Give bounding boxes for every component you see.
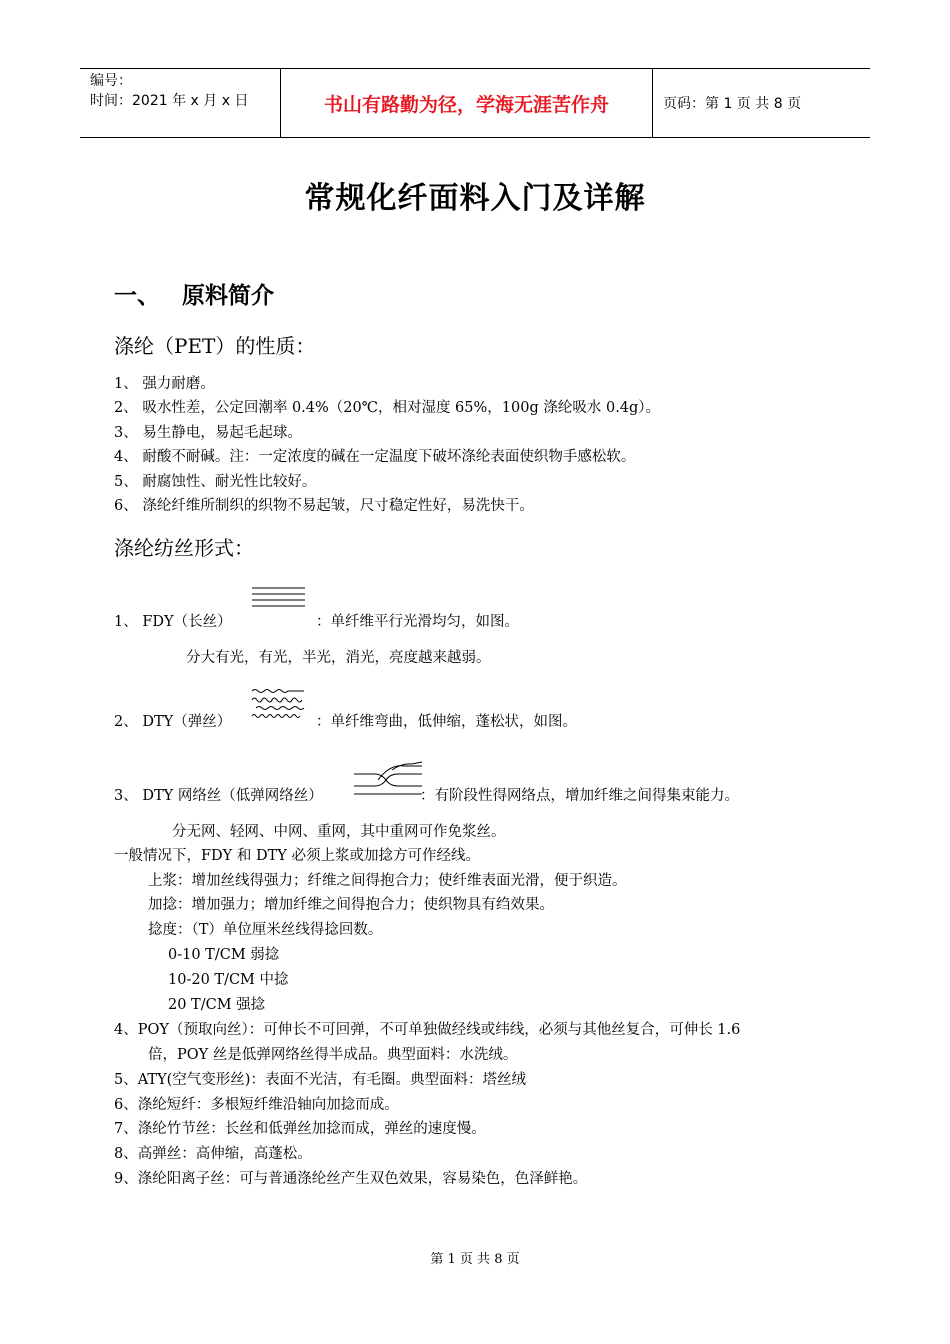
- twist-level-weak: 0-10 T/CM 弱捻: [168, 947, 280, 963]
- poy-line-2: 倍，POY 丝是低弹网络丝得半成品。典型面料：水洗绒。: [148, 1047, 518, 1063]
- page-footer: 第 1 页 共 8 页: [430, 1252, 520, 1267]
- fdy-label: 1、 FDY（长丝）: [114, 614, 232, 630]
- fdy-desc: ：单纤维平行光滑均匀，如图。: [316, 614, 519, 630]
- bamboo-yarn-line: 7、涤纶竹节丝：长丝和低弹丝加捻而成，弹丝的速度慢。: [114, 1121, 486, 1137]
- pet-prop-5: 5、 耐腐蚀性、耐光性比较好。: [114, 474, 317, 490]
- spin-heading: 涤纶纺丝形式：: [114, 536, 254, 560]
- pet-prop-1: 1、 强力耐磨。: [114, 376, 215, 392]
- cationic-line: 9、涤纶阳离子丝：可与普通涤纶丝产生双色效果，容易染色，色泽鲜艳。: [114, 1171, 588, 1187]
- net-note: 分无网、轻网、中网、重网，其中重网可作免浆丝。: [172, 824, 506, 840]
- motto: 书山有路勤为径，学海无涯苦作舟: [281, 69, 653, 137]
- dty-desc: ：单纤维弯曲，低伸缩，蓬松状，如图。: [316, 714, 577, 730]
- fdy-note: 分大有光，有光，半光，消光，亮度越来越弱。: [186, 650, 491, 666]
- short-fiber-line: 6、涤纶短纤：多根短纤维沿轴向加捻而成。: [114, 1097, 399, 1113]
- high-elastic-line: 8、高弹丝：高伸缩，高蓬松。: [114, 1146, 312, 1162]
- section-title: 原料简介: [182, 283, 274, 309]
- header-left-cell: [80, 69, 281, 137]
- dty-crimped-fiber-figure: [248, 686, 312, 722]
- header-table: [80, 68, 870, 138]
- document-title: 常规化纤面料入门及详解: [304, 181, 646, 216]
- pet-prop-3: 3、 易生静电，易起毛起球。: [114, 425, 302, 441]
- section-heading: [114, 277, 274, 310]
- pet-prop-6: 6、 涤纶纤维所制织的织物不易起皱，尺寸稳定性好，易洗快干。: [114, 498, 534, 514]
- fdy-parallel-fiber-figure: [250, 585, 308, 611]
- poy-line-1: 4、POY（预取向丝）：可伸长不可回弹，不可单独做经线或纬线，必须与其他丝复合，可伸长 1.6: [114, 1022, 741, 1038]
- twist-definition: 捻度：（T）单位厘米丝线得捻回数。: [148, 922, 383, 938]
- pet-prop-4: 4、 耐酸不耐碱。注：一定浓度的碱在一定温度下破坏涤纶表面使织物手感松软。: [114, 449, 636, 465]
- general-note: 一般情况下，FDY 和 DTY 必须上浆或加捻方可作经线。: [114, 848, 480, 864]
- twist-add-note: 加捻：增加强力；增加纤维之间得抱合力；使织物具有绉效果。: [148, 897, 554, 913]
- date-label: 时间：2021 年 x 月 x 日: [90, 93, 249, 109]
- dty-network-fiber-figure: [352, 760, 424, 800]
- net-label: 3、 DTY 网络丝（低弹网络丝）: [114, 788, 323, 804]
- section-number: 一、: [114, 283, 160, 309]
- aty-line: 5、ATY(空气变形丝)：表面不光洁，有毛圈。典型面料：塔丝绒: [114, 1072, 526, 1088]
- pet-heading: 涤纶（PET）的性质：: [114, 334, 316, 358]
- serial-label: 编号：: [90, 73, 132, 89]
- page-info: 页码：第 1 页 共 8 页: [663, 96, 802, 112]
- pet-prop-2: 2、 吸水性差，公定回潮率 0.4%（20℃，相对湿度 65%，100g 涤纶吸水 0.4g）。: [114, 400, 661, 416]
- dty-label: 2、 DTY（弹丝）: [114, 714, 232, 730]
- net-desc: ：有阶段性得网络点，增加纤维之间得集束能力。: [420, 788, 739, 804]
- twist-level-strong: 20 T/CM 强捻: [168, 997, 266, 1013]
- twist-level-medium: 10-20 T/CM 中捻: [168, 972, 289, 988]
- sizing-note: 上浆：增加丝线得强力；纤维之间得抱合力；使纤维表面光滑，便于织造。: [148, 873, 627, 889]
